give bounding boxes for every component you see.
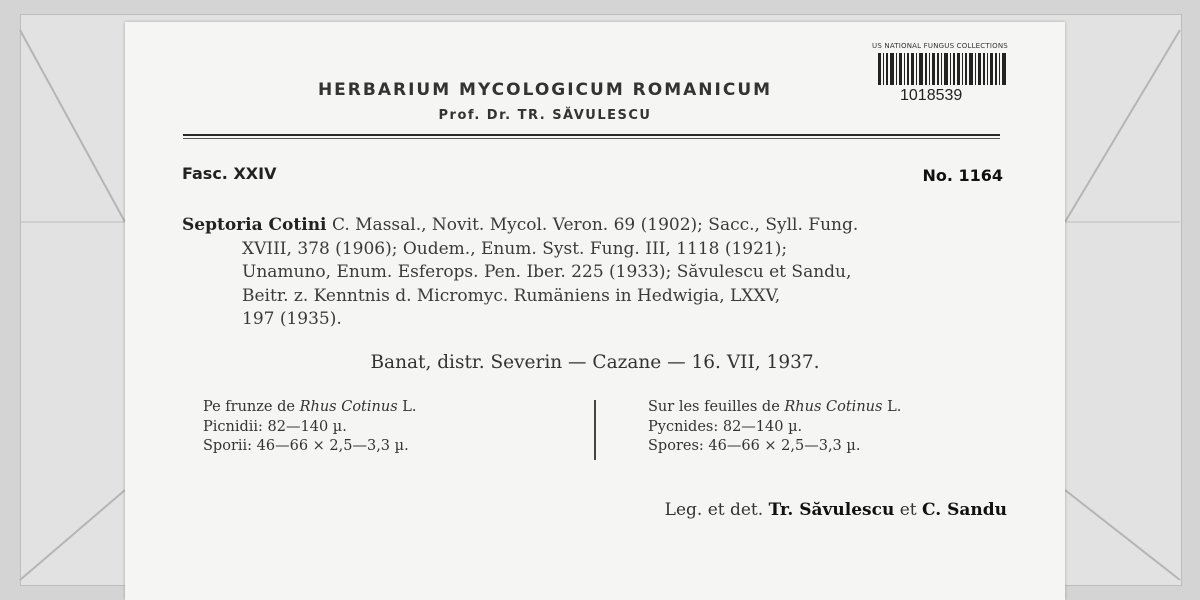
collector-conj: et <box>899 500 917 520</box>
herbarium-subtitle: Prof. Dr. TR. SĂVULESCU <box>438 108 652 123</box>
fascicle-number: Fasc. XXIV <box>182 164 277 183</box>
citation-line-2: XVIII, 378 (1906); Oudem., Enum. Syst. Fung. III, 1118 (1921); <box>242 238 788 259</box>
french-host <box>648 398 901 418</box>
citation-line-3: Unamuno, Enum. Esferops. Pen. Iber. 225 (1933); Săvulescu et Sandu, <box>242 262 852 282</box>
header-rule <box>183 134 1000 136</box>
french-description <box>648 398 901 457</box>
romanian-host-suffix: L. <box>402 399 417 415</box>
collector-person-1: Tr. Săvulescu <box>768 500 895 520</box>
french-host-prefix: Sur les feuilles de <box>648 399 780 415</box>
specimen-number: No. 1164 <box>922 166 1003 185</box>
french-host-suffix: L. <box>887 399 902 415</box>
romanian-host-prefix: Pe frunze de <box>203 399 295 415</box>
romanian-host <box>203 398 417 418</box>
species-name: Septoria Cotini <box>182 215 327 235</box>
collector-person-2: C. Sandu <box>922 500 1007 520</box>
romanian-description <box>203 398 417 457</box>
romanian-spores: Sporii: 46—66 × 2,5—3,3 µ. <box>203 438 409 454</box>
citation-line-4: Beitr. z. Kenntnis d. Micromyc. Rumäniens in Hedwigia, LXXV, <box>242 285 781 306</box>
citation-line-5: 197 (1935). <box>242 309 342 329</box>
collection-locality: Banat, distr. Severin — Cazane — 16. VII, 1937. <box>370 352 820 373</box>
barcode-number: 1018539 <box>900 87 963 104</box>
romanian-host-name: Rhus Cotinus <box>299 399 398 415</box>
herbarium-title: HERBARIUM MYCOLOGICUM ROMANICUM <box>317 80 773 100</box>
french-spores: Spores: 46—66 × 2,5—3,3 µ. <box>648 438 861 454</box>
barcode-sticker <box>870 42 1010 112</box>
collector-prefix: Leg. et det. <box>664 500 764 520</box>
column-divider <box>594 400 596 460</box>
french-host-name: Rhus Cotinus <box>784 399 883 415</box>
collector-line <box>665 500 1007 520</box>
romanian-pycnidia: Picnidii: 82—140 µ. <box>203 418 347 435</box>
citation-line-1: C. Massal., Novit. Mycol. Veron. 69 (1902); Sacc., Syll. Fung. <box>331 215 859 235</box>
specimen-label <box>125 22 1065 600</box>
species-citation <box>182 214 1002 332</box>
header-rule-thin <box>183 138 1000 139</box>
french-pycnidia: Pycnides: 82—140 µ. <box>648 418 803 435</box>
barcode-org-name: US NATIONAL FUNGUS COLLECTIONS <box>872 42 1008 50</box>
